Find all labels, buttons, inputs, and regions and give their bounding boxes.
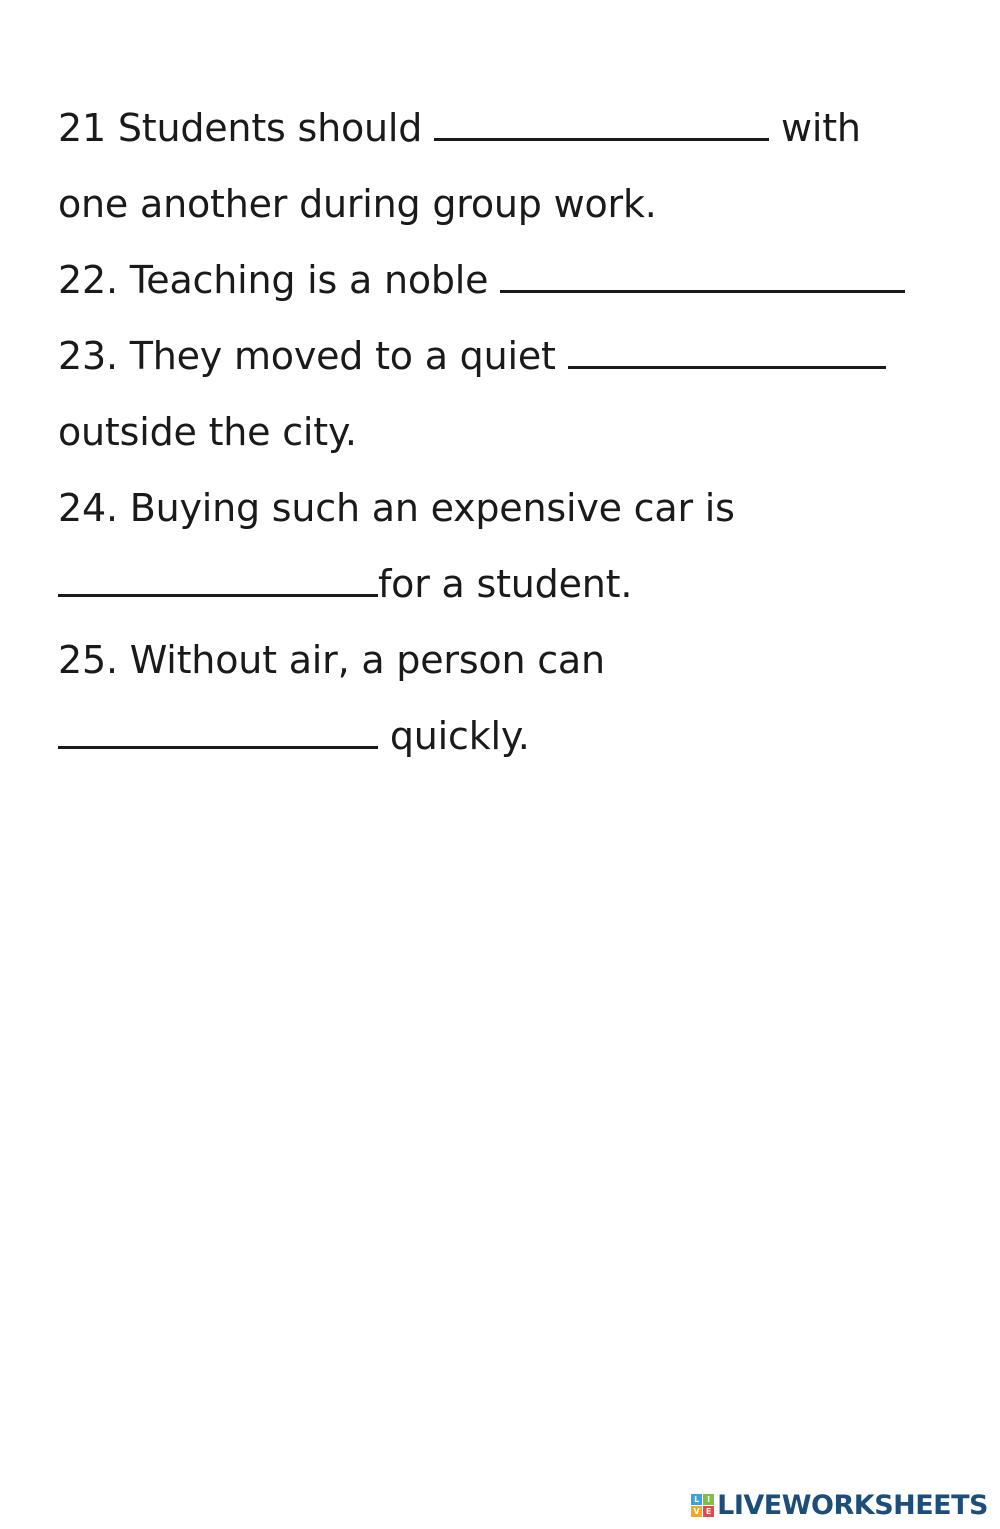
- worksheet: [58, 90, 958, 774]
- logo-mark-letter: L: [691, 1494, 702, 1505]
- question-24-line-2: [58, 546, 958, 622]
- question-21-text: 21 Students should: [58, 106, 435, 150]
- answer-blank-24[interactable]: [58, 564, 378, 597]
- question-25-line-1: [58, 622, 958, 698]
- question-24-continuation: for a student.: [378, 562, 633, 606]
- answer-blank-25[interactable]: [58, 716, 378, 749]
- question-23-line-1: [58, 318, 958, 394]
- answer-blank-23[interactable]: [568, 336, 886, 369]
- question-23-continuation: outside the city.: [58, 410, 357, 454]
- question-25-continuation: quickly.: [378, 714, 530, 758]
- question-21-line-2: [58, 166, 958, 242]
- question-23-text: 23. They moved to a quiet: [58, 334, 568, 378]
- question-22-line-1: [58, 242, 958, 318]
- logo-text: LIVEWORKSHEETS: [717, 1490, 988, 1521]
- question-24-line-1: [58, 470, 958, 546]
- logo-mark-letter: E: [703, 1506, 714, 1517]
- logo-mark-letter: V: [691, 1506, 702, 1517]
- answer-blank-21[interactable]: [434, 108, 769, 141]
- question-21-text-after: with: [769, 106, 861, 150]
- question-21-continuation: one another during group work.: [58, 182, 657, 226]
- question-23-line-2: [58, 394, 958, 470]
- question-21-line-1: [58, 90, 958, 166]
- answer-blank-22[interactable]: [500, 260, 905, 293]
- question-24-text: 24. Buying such an expensive car is: [58, 486, 735, 530]
- question-25-text: 25. Without air, a person can: [58, 638, 605, 682]
- liveworksheets-logo: [691, 1490, 988, 1521]
- question-25-line-2: [58, 698, 958, 774]
- logo-mark-letter: I: [703, 1494, 714, 1505]
- question-22-text: 22. Teaching is a noble: [58, 258, 501, 302]
- logo-mark-icon: [691, 1494, 714, 1517]
